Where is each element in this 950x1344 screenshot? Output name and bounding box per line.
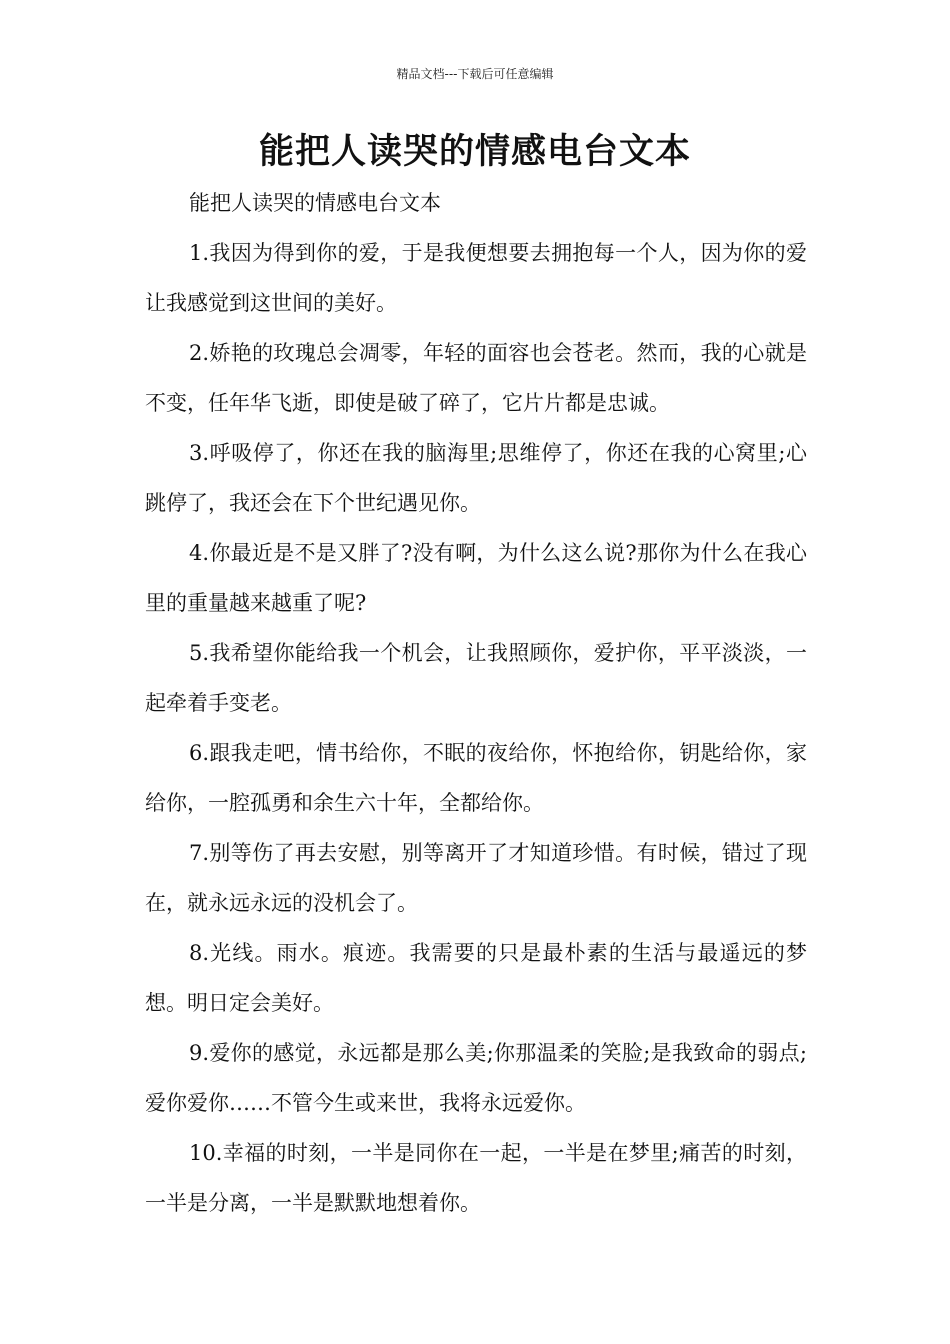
paragraph-3: 3.呼吸停了，你还在我的脑海里;思维停了，你还在我的心窝里;心跳停了，我还会在下个世纪遇见你。	[145, 441, 807, 515]
paragraph-1: 1.我因为得到你的爱，于是我便想要去拥抱每一个人，因为你的爱让我感觉到这世间的美好。	[145, 241, 807, 315]
paragraph-8: 8.光线。雨水。痕迹。我需要的只是最朴素的生活与最遥远的梦想。明日定会美好。	[145, 941, 807, 1015]
paragraph-7: 7.别等伤了再去安慰，别等离开了才知道珍惜。有时候，错过了现在，就永远永远的没机会了。	[145, 841, 807, 915]
paragraph-6: 6.跟我走吧，情书给你，不眠的夜给你，怀抱给你，钥匙给你，家给你，一腔孤勇和余生六十年，全都给你。	[145, 741, 807, 815]
paragraph-10: 10.幸福的时刻，一半是同你在一起，一半是在梦里;痛苦的时刻，一半是分离，一半是默默地想着你。	[145, 1141, 807, 1215]
paragraph-5: 5.我希望你能给我一个机会，让我照顾你，爱护你，平平淡淡，一起牵着手变老。	[145, 641, 807, 715]
subtitle-paragraph: 能把人读哭的情感电台文本	[189, 191, 441, 215]
document-title: 能把人读哭的情感电台文本	[258, 132, 691, 172]
document-body	[145, 178, 807, 1228]
header-note: 精品文档---下载后可任意编辑	[396, 67, 554, 81]
paragraph-4: 4.你最近是不是又胖了?没有啊，为什么这么说?那你为什么在我心里的重量越来越重了呢?	[145, 541, 807, 615]
paragraph-9: 9.爱你的感觉，永远都是那么美;你那温柔的笑脸;是我致命的弱点;爱你爱你……不管今生或来世，我将永远爱你。	[145, 1041, 807, 1115]
paragraph-2: 2.娇艳的玫瑰总会凋零，年轻的面容也会苍老。然而，我的心就是不变，任年华飞逝，即使是破了碎了，它片片都是忠诚。	[145, 341, 807, 415]
